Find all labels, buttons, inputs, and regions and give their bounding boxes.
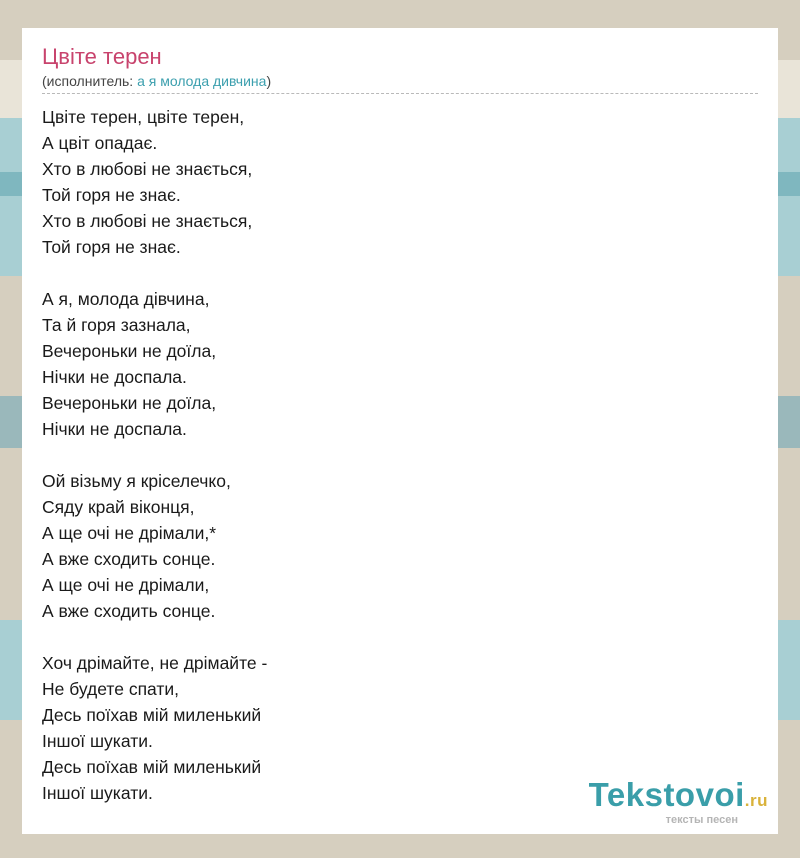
lyric-line: Той горя не знає. [42, 237, 181, 257]
lyric-line: Вечероньки не доїла, [42, 393, 217, 413]
lyric-line: Той горя не знає. [42, 185, 181, 205]
lyrics-card [22, 28, 778, 834]
lyric-line: Іншої шукати. [42, 783, 153, 803]
lyric-line: Нічки не доспала. [42, 419, 187, 439]
artist-line [42, 73, 271, 89]
lyric-line: Хто в любові не знається, [42, 159, 253, 179]
lyric-line: А ще очі не дрімали, [42, 575, 210, 595]
lyric-line: А вже сходить сонце. [42, 549, 216, 569]
lyric-line: Та й горя зазнала, [42, 315, 191, 335]
site-logo[interactable] [589, 778, 768, 826]
lyric-line: Хоч дрімайте, не дрімайте - [42, 653, 268, 673]
stanza [42, 104, 267, 260]
divider [42, 93, 758, 94]
lyric-line: А ще очі не дрімали,* [42, 523, 217, 543]
artist-suffix: ) [266, 73, 272, 89]
logo-name: Tekstovoi [588, 776, 745, 813]
stanza [42, 286, 267, 442]
lyric-line: Вечероньки не доїла, [42, 341, 217, 361]
lyric-line: Сяду край віконця, [42, 497, 195, 517]
logo-tagline: тексты песен [665, 814, 738, 826]
artist-prefix: (исполнитель: [42, 73, 138, 89]
lyric-line: А вже сходить сонце. [42, 601, 216, 621]
lyric-line: Цвіте терен, цвіте терен, [42, 107, 245, 127]
lyric-line: Хто в любові не знається, [42, 211, 253, 231]
lyric-line: Не будете спати, [42, 679, 180, 699]
lyric-line: Нічки не доспала. [42, 367, 187, 387]
artist-link[interactable]: а я молода дивчина [137, 73, 267, 89]
lyric-line: Десь поїхав мій миленький [42, 705, 262, 725]
logo-tld: .ru [744, 791, 768, 810]
lyric-line: Іншої шукати. [42, 731, 153, 751]
lyric-line: Десь поїхав мій миленький [42, 757, 262, 777]
song-title: Цвіте терен [42, 44, 162, 69]
lyric-line: Ой візьму я кріселечко, [42, 471, 231, 491]
logo-wordmark [589, 778, 768, 818]
lyric-line: А я, молода дівчина, [42, 289, 210, 309]
lyric-line: А цвіт опадає. [42, 133, 158, 153]
lyrics-text [42, 104, 267, 832]
stanza [42, 650, 267, 806]
stanza [42, 468, 267, 624]
